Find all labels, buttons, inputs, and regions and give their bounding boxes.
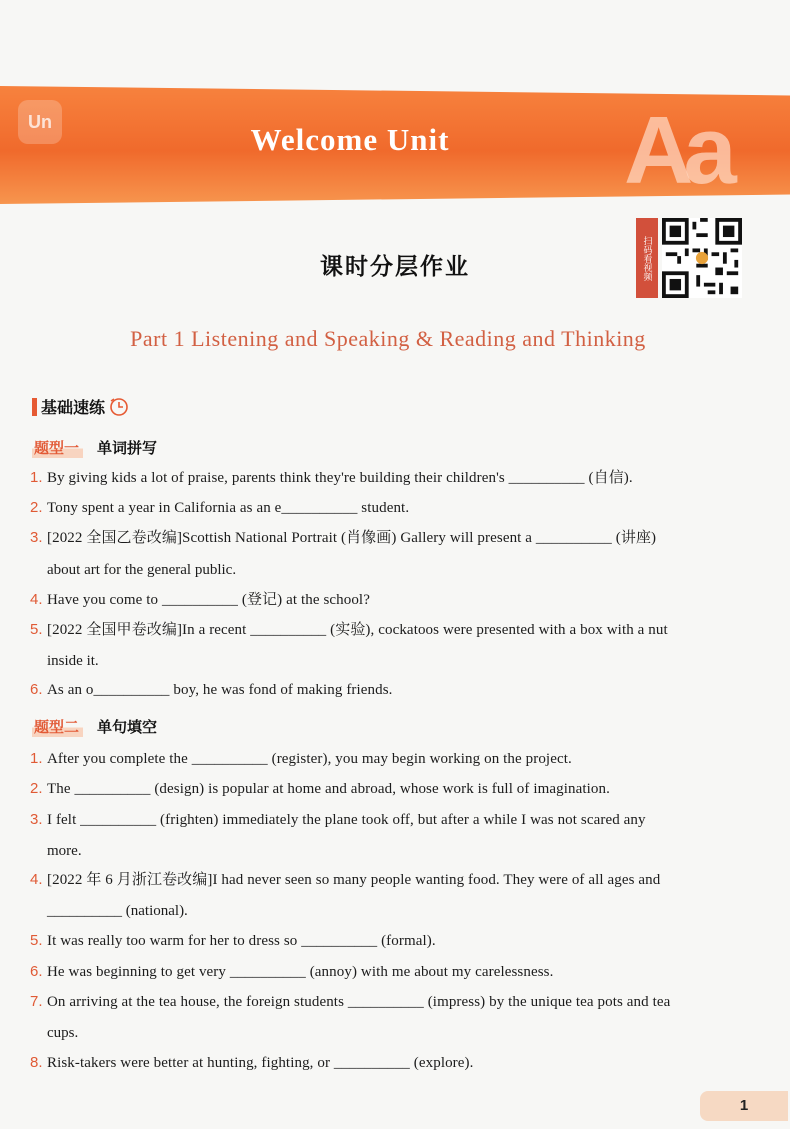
- question-number: 8.: [30, 1054, 43, 1071]
- section-label: 基础速练: [41, 398, 106, 417]
- qr-label: 扫码看视频: [636, 218, 658, 298]
- question-number: 7.: [30, 993, 43, 1010]
- question-number: 1.: [30, 469, 43, 486]
- question-type-tag: 题型一: [32, 437, 83, 458]
- question-item: [30, 872, 750, 888]
- question-text: Tony spent a year in California as an e__________ student.: [47, 500, 410, 516]
- unit-title: Welcome Unit: [250, 122, 450, 157]
- question-text: [2022 全国乙卷改编]Scottish National Portrait (肖像画) Gallery will present a __________ (讲座): [47, 530, 657, 546]
- question-type-2: [32, 716, 157, 737]
- question-item: [30, 500, 750, 516]
- question-item: [30, 1055, 750, 1071]
- section-header: [32, 395, 129, 418]
- question-item: [30, 622, 750, 638]
- question-type-title: 单词拼写: [97, 439, 158, 457]
- question-text-continued: cups.: [47, 1025, 79, 1041]
- question-text: [2022 年 6 月浙江卷改编]I had never seen so many people wanting food. They were of all ages and: [47, 872, 661, 888]
- question-item: [30, 781, 750, 797]
- question-text: He was beginning to get very __________ (annoy) with me about my carelessness.: [47, 964, 554, 980]
- question-item: [30, 751, 750, 767]
- page-title: 课时分层作业: [320, 254, 470, 280]
- question-text-continued: inside it.: [47, 653, 99, 669]
- question-type-title: 单句填空: [97, 718, 158, 736]
- question-number: 3.: [30, 811, 43, 828]
- question-number: 5.: [30, 621, 43, 638]
- question-item: [30, 812, 750, 828]
- section-marker: [32, 398, 37, 416]
- question-text: The __________ (design) is popular at home and abroad, whose work is full of imagination.: [47, 781, 610, 797]
- question-text: It was really too warm for her to dress so __________ (formal).: [47, 933, 436, 949]
- question-item: [30, 994, 750, 1010]
- question-number: 2.: [30, 780, 43, 797]
- question-text-continued: about art for the general public.: [47, 562, 237, 578]
- question-text: As an o__________ boy, he was fond of making friends.: [47, 682, 393, 698]
- question-type-tag: 题型二: [32, 716, 83, 737]
- question-number: 6.: [30, 681, 43, 698]
- question-type-1: [32, 437, 157, 458]
- question-text: By giving kids a lot of praise, parents think they're building their children's __________ (自信).: [47, 470, 633, 486]
- part-title: Part 1 Listening and Speaking & Reading and Thinking: [130, 326, 646, 351]
- question-text: [2022 全国甲卷改编]In a recent __________ (实验), cockatoos were presented with a box with a nut: [47, 622, 668, 638]
- question-number: 6.: [30, 963, 43, 980]
- question-number: 4.: [30, 591, 43, 608]
- question-item: [30, 933, 750, 949]
- clock-icon: [109, 397, 129, 417]
- question-item: [30, 592, 750, 608]
- question-number: 4.: [30, 871, 43, 888]
- question-text-continued: more.: [47, 843, 82, 859]
- question-number: 3.: [30, 529, 43, 546]
- question-number: 2.: [30, 499, 43, 516]
- question-number: 1.: [30, 750, 43, 767]
- page-number: 1: [700, 1091, 788, 1121]
- question-text: Have you come to __________ (登记) at the school?: [47, 592, 370, 608]
- question-text-continued: __________ (national).: [47, 903, 188, 919]
- question-number: 5.: [30, 932, 43, 949]
- question-text: After you complete the __________ (register), you may begin working on the project.: [47, 751, 572, 767]
- question-text: On arriving at the tea house, the foreign students __________ (impress) by the unique tea pots and tea: [47, 994, 671, 1010]
- question-item: [30, 530, 750, 546]
- question-item: [30, 964, 750, 980]
- unit-icon: Un: [18, 100, 62, 144]
- question-item: [30, 682, 750, 698]
- question-text: Risk-takers were better at hunting, fighting, or __________ (explore).: [47, 1055, 474, 1071]
- question-text: I felt __________ (frighten) immediately the plane took off, but after a while I was not scared any: [47, 812, 646, 828]
- question-item: [30, 470, 750, 486]
- aa-decoration-icon: Aa: [624, 97, 727, 204]
